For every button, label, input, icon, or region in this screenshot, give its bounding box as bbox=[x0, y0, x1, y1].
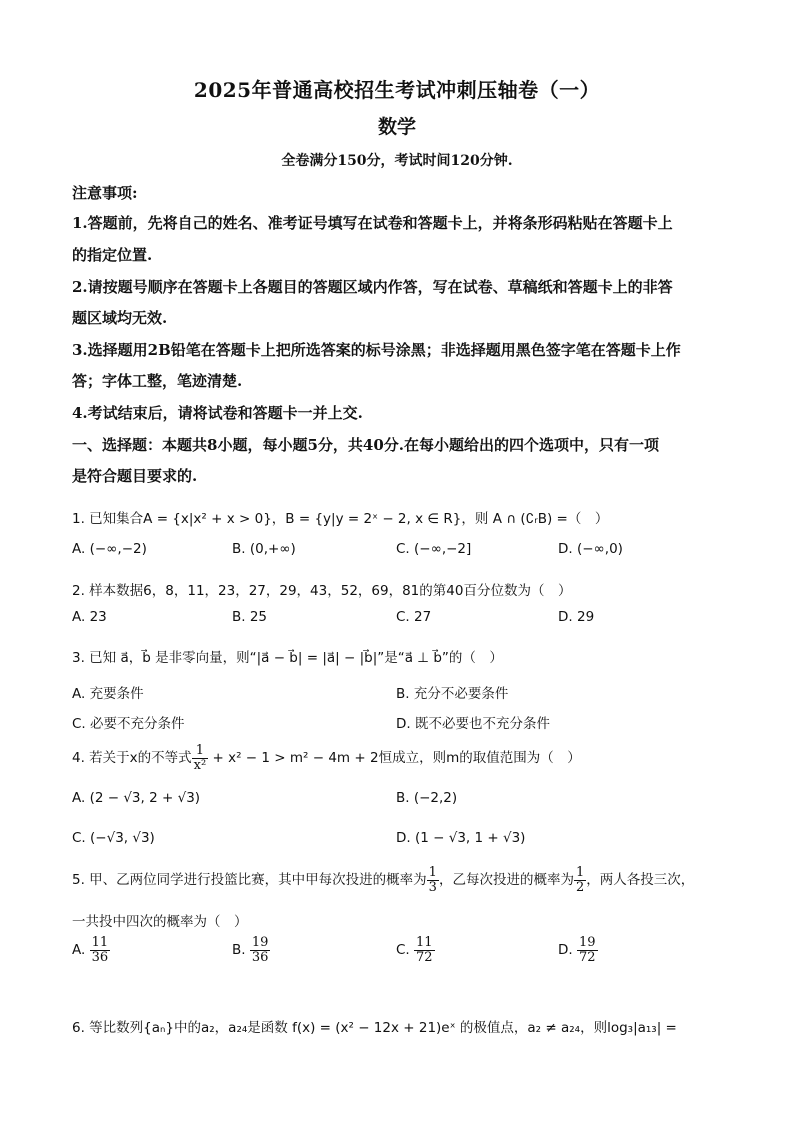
q5-option-a-numerator: 11 bbox=[91, 935, 109, 950]
q4-option-a[interactable]: A. (2 − √3, 2 + √3) bbox=[72, 790, 201, 806]
q5-prob-yi-numerator: 1 bbox=[575, 865, 585, 880]
exam-meta: 全卷满分150分，考试时间120分钟. bbox=[281, 153, 513, 169]
question-3-stem: 3. 已知 a⃗，b⃗ 是非零向量，则“|a⃗ − b⃗| = |a⃗| − |b⃗|”是“a⃗ ⊥ b⃗”的（ ） bbox=[72, 650, 503, 666]
q3-option-c[interactable]: C. 必要不充分条件 bbox=[72, 716, 185, 732]
q4-fraction-numerator: 1 bbox=[195, 743, 205, 758]
question-2-stem: 2. 样本数据6，8，11，23，27，29，43，52，69，81的第40百分位数为（ ） bbox=[72, 583, 572, 599]
q5-option-d-numerator: 19 bbox=[578, 935, 596, 950]
q5-option-c-numerator: 11 bbox=[416, 935, 433, 950]
q3-option-d[interactable]: D. 既不必要也不充分条件 bbox=[396, 716, 550, 732]
q5-option-d-label: D. bbox=[558, 942, 573, 959]
q1-option-a[interactable]: A. (−∞,−2) bbox=[72, 541, 147, 557]
q4-fraction bbox=[192, 744, 209, 772]
question-1-stem: 1. 已知集合A = {x|x² + x > 0}，B = {y|y = 2ˣ − 2, x ∈ R}，则 A ∩ (∁ᵣB) =（ ） bbox=[72, 511, 609, 527]
question-6-stem: 6. 等比数列{aₙ}中的a₂，a₂₄是函数 f(x) = (x² − 12x + 21)eˣ 的极值点，a₂ ≠ a₂₄，则log₃|a₁₃| = bbox=[72, 1020, 677, 1036]
q5-option-c-label: C. bbox=[396, 942, 410, 959]
q1-option-d[interactable]: D. (−∞,0) bbox=[558, 541, 623, 557]
q4-option-d[interactable]: D. (1 − √3, 1 + √3) bbox=[396, 830, 526, 846]
q2-option-c[interactable]: C. 27 bbox=[396, 609, 432, 625]
q2-option-a[interactable]: A. 23 bbox=[72, 609, 107, 625]
q2-option-d[interactable]: D. 29 bbox=[558, 609, 595, 625]
q1-option-b[interactable]: B. (0,+∞) bbox=[232, 541, 296, 557]
q4-fraction-denominator: x² bbox=[193, 757, 207, 773]
q5-stem-part-c: ，两人各投三次， bbox=[586, 872, 695, 889]
section-heading-line-1: 一、选择题：本题共8小题，每小题5分，共40分.在每小题给出的四个选项中，只有一项 bbox=[72, 436, 659, 454]
subject-heading: 数学 bbox=[377, 116, 416, 138]
q5-option-d[interactable] bbox=[558, 936, 598, 964]
q4-option-c[interactable]: C. (−√3, √3) bbox=[72, 830, 155, 846]
q1-option-c[interactable]: C. (−∞,−2] bbox=[396, 541, 472, 557]
q5-option-a-fraction bbox=[90, 936, 111, 964]
q5-option-c-fraction bbox=[414, 936, 435, 964]
q5-option-b-label: B. bbox=[232, 942, 246, 959]
note-1-line-2: 的指定位置. bbox=[72, 246, 153, 264]
q5-prob-yi bbox=[574, 866, 586, 894]
q5-option-a-label: A. bbox=[72, 942, 86, 959]
q5-stem-part-a: 5. 甲、乙两位同学进行投篮比赛，其中甲每次投进的概率为 bbox=[72, 872, 427, 889]
q5-option-d-denominator: 72 bbox=[578, 949, 596, 965]
note-3-line-2: 答；字体工整，笔迹清楚. bbox=[72, 372, 243, 390]
q2-option-b[interactable]: B. 25 bbox=[232, 609, 268, 625]
q4-stem-prefix: 4. 若关于x的不等式 bbox=[72, 750, 192, 767]
q5-option-c[interactable] bbox=[396, 936, 435, 964]
note-2-line-2: 题区域均无效. bbox=[72, 309, 168, 327]
note-4: 4.考试结束后，请将试卷和答题卡一并上交. bbox=[72, 404, 363, 422]
q3-option-b[interactable]: B. 充分不必要条件 bbox=[396, 686, 509, 702]
note-1-line-1: 1.答题前，先将自己的姓名、准考证号填写在试卷和答题卡上，并将条形码粘贴在答题卡上 bbox=[72, 214, 673, 232]
q5-prob-yi-denominator: 2 bbox=[575, 879, 585, 895]
question-5-stem-line-1 bbox=[72, 866, 694, 894]
q4-option-b[interactable]: B. (−2,2) bbox=[396, 790, 458, 806]
q5-option-b[interactable] bbox=[232, 936, 270, 964]
q3-option-a[interactable]: A. 充要条件 bbox=[72, 686, 144, 702]
note-3-line-1: 3.选择题用2B铅笔在答题卡上把所选答案的标号涂黑；非选择题用黑色签字笔在答题卡上作 bbox=[72, 341, 681, 359]
q5-option-b-denominator: 36 bbox=[251, 949, 269, 965]
question-5-stem-line-2: 一共投中四次的概率为（ ） bbox=[72, 914, 248, 930]
exam-title: 2025年普通高校招生考试冲刺压轴卷（一） bbox=[193, 78, 601, 102]
q5-prob-jia-denominator: 3 bbox=[428, 879, 437, 895]
q4-stem-suffix: + x² − 1 > m² − 4m + 2恒成立，则m的取值范围为（ ） bbox=[208, 750, 581, 767]
q5-option-b-numerator: 19 bbox=[251, 935, 269, 950]
q5-option-c-denominator: 72 bbox=[416, 949, 433, 965]
notes-heading: 注意事项: bbox=[72, 184, 138, 202]
question-4-stem bbox=[72, 744, 581, 772]
q5-option-a-denominator: 36 bbox=[91, 949, 109, 965]
q5-prob-jia-numerator: 1 bbox=[428, 865, 437, 880]
q5-stem-part-b: ，乙每次投进的概率为 bbox=[438, 872, 574, 889]
q5-option-b-fraction bbox=[250, 936, 271, 964]
q5-option-d-fraction bbox=[577, 936, 598, 964]
note-2-line-1: 2.请按题号顺序在答题卡上各题目的答题区域内作答，写在试卷、草稿纸和答题卡上的非答 bbox=[72, 278, 673, 296]
section-heading-line-2: 是符合题目要求的. bbox=[72, 467, 198, 485]
q5-option-a[interactable] bbox=[72, 936, 110, 964]
q5-prob-jia bbox=[427, 866, 439, 894]
